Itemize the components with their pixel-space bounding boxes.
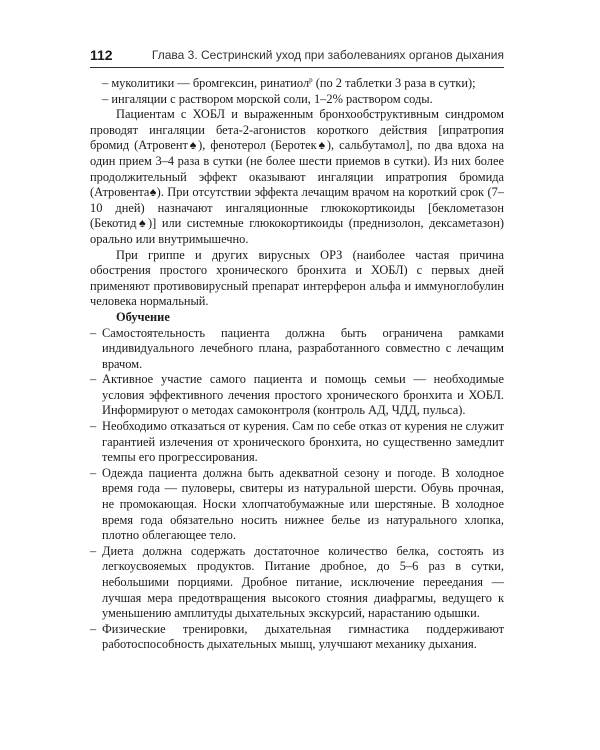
list-item: [90, 622, 504, 653]
section-heading: Обучение: [116, 309, 170, 324]
list-dash: –: [90, 621, 97, 636]
list-dash: –: [102, 76, 109, 90]
top-item-text: ингаляции с раствором морской соли, 1–2% раствором соды.: [111, 91, 433, 106]
top-list-item: [90, 76, 504, 92]
page-body: [90, 76, 504, 653]
paragraph: Пациентам с ХОБЛ и выраженным бронхообструктивным синдромом проводят ингаляции бета-2-агонистов короткого действия [ипратропия бромид (Атровент♠), фенотерол (Беротек♠), сальбутамол], по два вдоха на один прием 3–4 раза в сутки (не более шести приемов в сутки). Из них более продолжительный эффект оказывают ингаляции ипратропия бромида (Атровента♠). При отсутствии эффекта лечащим врачом на короткий срок (7–10 дней) назначают ингаляционные глюкокортикоиды [беклометазон (Бекотид♠)] или системные глюкокортикоиды (преднизолон, дексаметазон) орально или внутримышечно.: [90, 107, 504, 246]
superscript-mark: р: [309, 75, 313, 84]
list-item-text: Необходимо отказаться от курения. Сам по себе отказ от курения не служит гарантией излечения от хронического бронхита, но существенно замедлит темпы его прогрессирования.: [102, 419, 504, 465]
list-item: [90, 372, 504, 419]
page-header: [90, 47, 504, 68]
list-item-text: Самостоятельность пациента должна быть ограничена рамками индивидуального лечебного плана, разработанного совместно с лечащим врачом.: [102, 325, 504, 371]
running-head: Глава 3. Сестринский уход при заболеваниях органов дыхания: [151, 48, 504, 62]
list-item-text: Физические тренировки, дыхательная гимнастика поддерживают работоспособность дыхательных мышц, улучшают механику дыхания.: [102, 621, 504, 652]
list-dash: –: [90, 325, 97, 340]
list-item: [90, 326, 504, 373]
paragraph: При гриппе и других вирусных ОРЗ (наиболее частая причина обострения простого хронического бронхита и ХОБЛ) с первых дней применяют противовирусный препарат интерферон альфа и иммуноглобулин человека нормальный.: [90, 247, 504, 309]
top-list-item: [90, 92, 504, 108]
list-item: [90, 419, 504, 466]
list-dash: –: [90, 372, 97, 387]
list-dash: –: [102, 91, 109, 106]
top-item-text: муколитики — бромгексин, ринатиол: [111, 76, 310, 90]
list-item: [90, 544, 504, 622]
list-item: [90, 466, 504, 544]
page-number: 112: [90, 47, 113, 63]
list-item-text: Активное участие самого пациента и помощь семьи — необходимые условия эффективного лечения простого хронического бронхита и ХОБЛ. Информируют о методах самоконтроля (контроль АД, ЧДД, пульса).: [102, 372, 504, 418]
list-item-text: Диета должна содержать достаточное количество белка, состоять из легкоусвояемых продуктов. Питание дробное, до 5–6 раз в сутки, небольшими порциями. Дробное питание, исключение переедания — лучшая мера предотвращения высокого стояния диафрагмы, ведущего к уменьшению амплитуды дыхательных экскурсий, нарастанию одышки.: [102, 543, 504, 621]
list-item-text: Одежда пациента должна быть адекватной сезону и погоде. В холодное время года — пуловеры, свитеры из натуральной шерсти. Обувь прочная, не промокающая. Носки хлопчатобумажные или шерстяные. В холодное время года обязательно носить нижнее белье из натурального хлопка, плотно облегающее тело.: [102, 465, 504, 543]
list-dash: –: [90, 465, 97, 480]
top-item-text: (по 2 таблетки 3 раза в сутки);: [312, 76, 476, 90]
list-dash: –: [90, 419, 97, 434]
list-dash: –: [90, 543, 97, 558]
